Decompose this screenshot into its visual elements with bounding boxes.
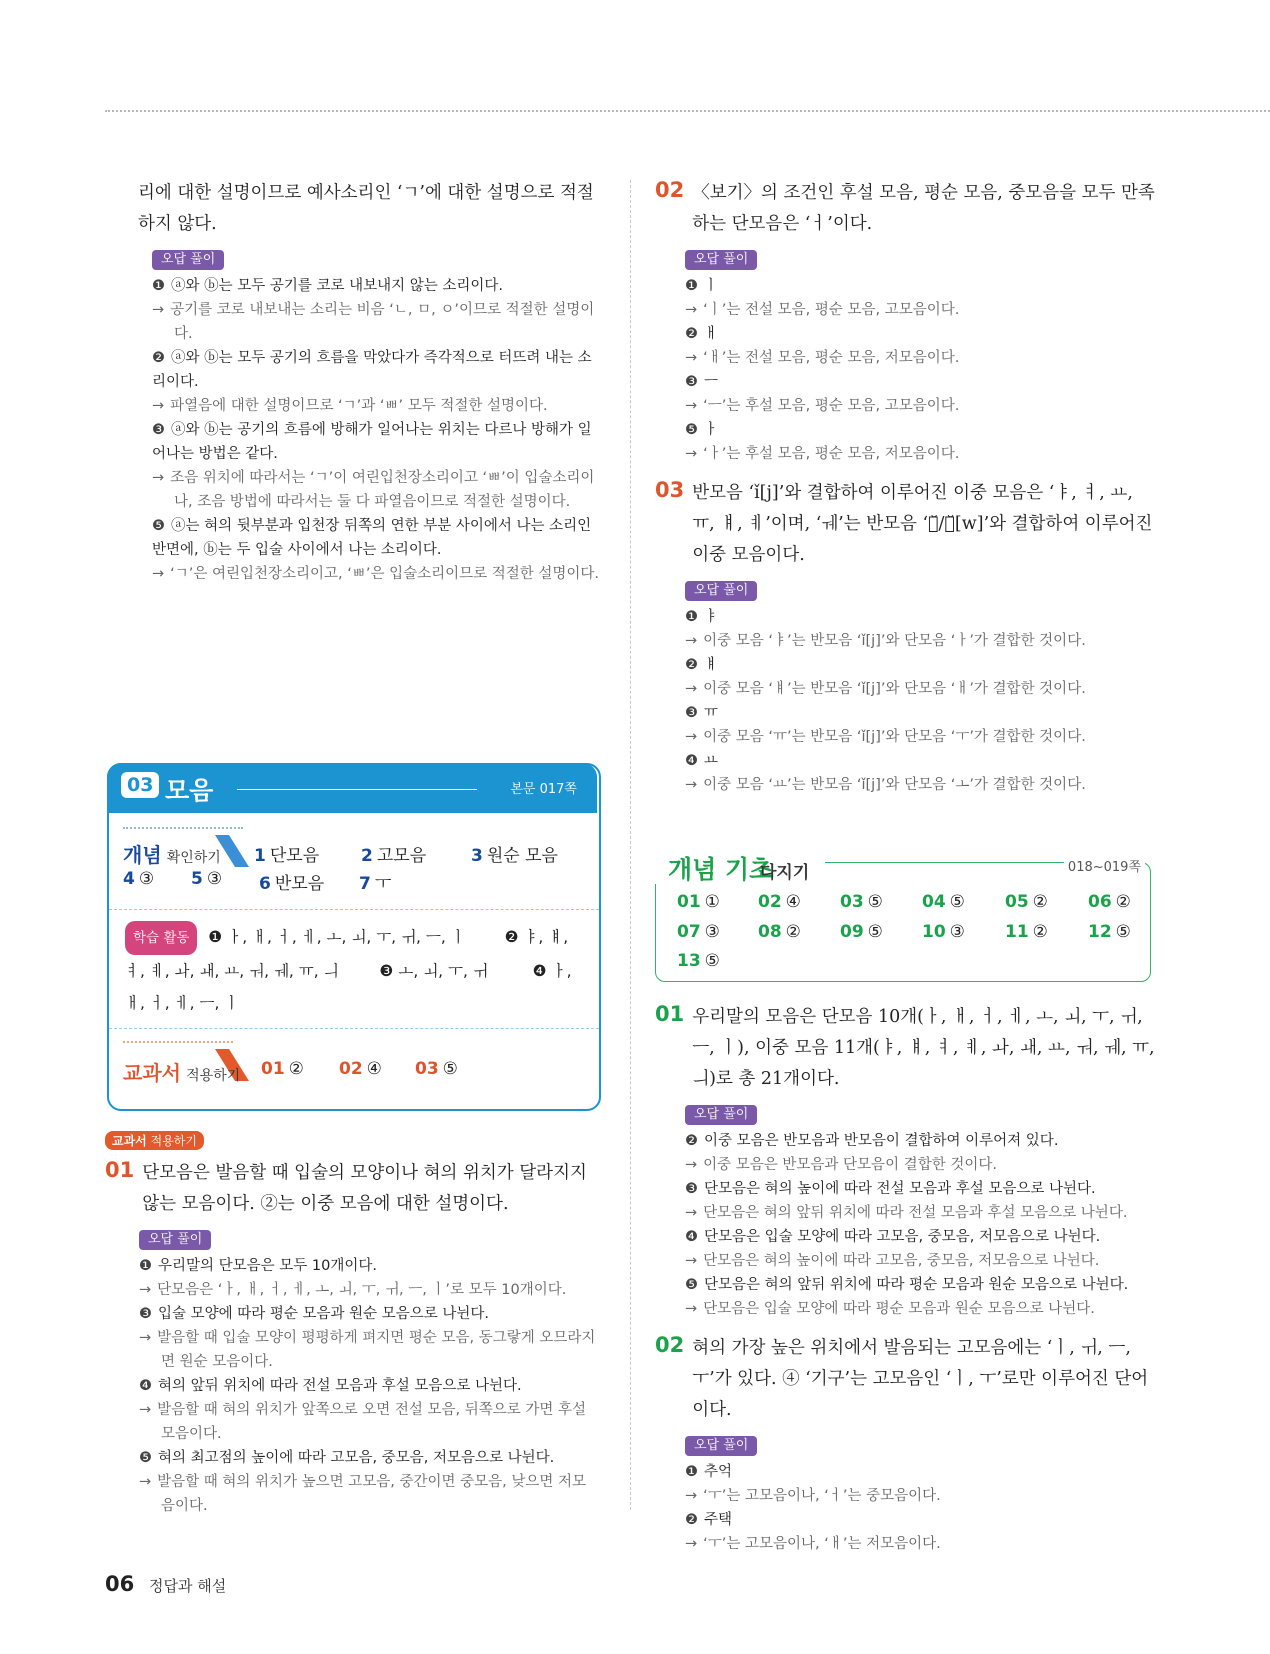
concept-answer: 08 ② [758,922,801,942]
check-answer-5: 5 ③ [191,869,223,889]
wrong-answer-badge-2: 오답 풀이 [685,1436,757,1456]
learning-activity: 학습 활동 ❶ ㅏ, ㅐ, ㅓ, ㅔ, ㅗ, ㅚ, ㅜ, ㅟ, ㅡ, ㅣ ❷ ㅑ, ㅒ, ㅕ, ㅖ, ㅘ, ㅙ, ㅛ, ㅝ, ㅞ, ㅠ, ㅢ ❸ ㅗ, ㅚ, ㅜ, ㅟ ❹ ㅏ, ㅐ, ㅓ, ㅔ, ㅡ, ㅣ [125,921,583,1019]
left-top-section [138,178,600,586]
q02b-number: 02 [655,1333,685,1357]
concept-answer: 06 ② [1088,892,1131,912]
textbook-answer-1: 01 ② [261,1059,304,1079]
q02b-text: 혀의 가장 높은 위치에서 발음되는 고모음에는 ‘ㅣ, ㅟ, ㅡ, ㅜ’가 있다. ④ ‘기구’는 고모음인 ‘ㅣ, ㅜ’로만 이루어진 단어이다. [692,1338,1149,1420]
concept-check-section [109,823,599,923]
box-page-ref: 본문 017쪽 [510,782,577,797]
check-answer-4: 4 ③ [123,869,155,889]
explanation-1: → 공기를 코로 내보내는 소리는 비음 ‘ㄴ, ㅁ, ㅇ’이므로 적절한 설명이다. [152,302,595,342]
concept-answer: 04 ⑤ [922,892,965,912]
page-footer [105,1572,226,1596]
explanation-3: → 조음 위치에 따라서는 ‘ㄱ’이 여린입천장소리이고 ‘ㅃ’이 입술소리이나, 조음 방법에 따라서는 둘 다 파열음이므로 적절한 설명이다. [152,470,595,510]
concept-answer: 11 ② [1005,922,1048,942]
check-answer-7: 7 ㅜ [359,874,392,894]
activity-4: ㅏ, ㅐ, ㅓ, ㅔ, ㅡ, ㅣ [125,962,572,1012]
concept-check-title: 개념 [123,843,162,867]
explanation-2: → 파열음에 대한 설명이므로 ‘ㄱ’과 ‘ㅃ’ 모두 적절한 설명이다. [152,398,548,414]
right-top-section: 02 〈보기〉의 조건인 후설 모음, 평순 모음, 중모음을 모두 만족하는 단모음은 ‘ㅓ’이다. 오답 풀이 ❶ ㅣ → ‘ㅣ’는 전설 모음, 평순 모음, 고모음이다. ❷ ㅐ → ‘ㅐ’는 전설 모음, 평순 모음, 저모음이다. ❸ ㅡ → ‘ㅡ’는 후설 모음, 평순 모음, 고모음이다. ❺ ㅏ → ‘ㅏ’는 후설 모음, 평순 모음, 저모음이다. 03 반모음 ‘ǐ[j]’와 결합하여 이루어진 이중 모음은 ‘ㅑ, ㅕ, ㅛ, ㅠ, ㅒ, ㅖ’이며, ‘ㅞ’는 반모음 ‘ㅗ̆/ㅜ̆[w]’와 결합하여 이루어진 이중 모음이다. 오답 풀이 ❶ ㅑ → 이중 모음 ‘ㅑ’는 반모음 ‘ǐ[j]’와 단모음 ‘ㅏ’가 결합한 것이다. ❷ ㅒ → 이중 모음 ‘ㅒ’는 반모음 ‘ǐ[j]’와 단모음 ‘ㅐ’가 결합한 것이다. ❸ ㅠ → 이중 모음 ‘ㅠ’는 반모음 ‘ǐ[j]’와 단모음 ‘ㅜ’가 결합한 것이다. ❹ ㅛ → 이중 모음 ‘ㅛ’는 반모음 ‘ǐ[j]’와 단모음 ‘ㅗ’가 결합한 것이다. [655,178,1155,793]
item-2: ❷ ⓐ와 ⓑ는 모두 공기의 흐름을 막았다가 즉각적으로 터뜨려 내는 소리이다. [152,350,592,390]
item-5: ❺ ⓐ는 혀의 뒷부분과 입천장 뒤쪽의 연한 부분 사이에서 나는 소리인 반면에, ⓑ는 두 입술 사이에서 나는 소리이다. [152,518,592,558]
textbook-answer-2: 02 ④ [339,1059,382,1079]
question-text: 단모음은 발음할 때 입술의 모양이나 혀의 위치가 달라지지 않는 모음이다. ②는 이중 모음에 대한 설명이다. [142,1163,587,1214]
textbook-sub: 적용하기 [186,1068,241,1084]
column-divider [630,180,631,1510]
q01-text: 우리말의 모음은 단모음 10개(ㅏ, ㅐ, ㅓ, ㅔ, ㅗ, ㅚ, ㅜ, ㅟ, ㅡ, ㅣ), 이중 모음 11개(ㅑ, ㅒ, ㅕ, ㅖ, ㅘ, ㅙ, ㅛ, ㅝ, ㅞ, ㅠ, ㅢ)로 총 21개이다. [692,1007,1155,1089]
check-answer-6: 6 반모음 [259,874,325,894]
top-dotted-rule [105,110,1270,112]
concept-answer: 05 ② [1005,892,1048,912]
activity-2: ㅑ, ㅒ, ㅕ, ㅖ, ㅘ, ㅙ, ㅛ, ㅝ, ㅞ, ㅠ, ㅢ [125,928,569,980]
activity-label: 학습 활동 [125,921,197,955]
wrong-answer-badge: 오답 풀이 [685,250,757,270]
item-3: ❸ ⓐ와 ⓑ는 공기의 흐름에 방해가 일어나는 위치는 다르나 방해가 일어나는 방법은 같다. [152,422,592,462]
textbook-tag: 교과서 적용하기 [105,1131,204,1150]
concept-basics-title: 개념 기초 [668,855,774,884]
q03-text: 반모음 ‘ǐ[j]’와 결합하여 이루어진 이중 모음은 ‘ㅑ, ㅕ, ㅛ, ㅠ, ㅒ, ㅖ’이며, ‘ㅞ’는 반모음 ‘ㅗ̆/ㅜ̆[w]’와 결합하여 이루어진 이중 모음이다. [692,483,1153,565]
activity-3: ㅗ, ㅚ, ㅜ, ㅟ [398,962,488,980]
wrong-answer-badge: 오답 풀이 [685,1105,757,1125]
textbook-title: 교과서 [123,1061,181,1085]
item-1: ❶ ⓐ와 ⓑ는 모두 공기를 코로 내보내지 않는 소리이다. [152,278,504,294]
question-number: 01 [105,1158,135,1182]
wrong-answer-badge-2: 오답 풀이 [685,581,757,601]
explanation-5: → ‘ㄱ’은 여린입천장소리이고, ‘ㅃ’은 입술소리이므로 적절한 설명이다. [152,566,600,582]
wrong-answer-badge: 오답 풀이 [139,1230,211,1250]
concept-answer: 07 ③ [677,922,720,942]
footer-label: 정답과 해설 [149,1577,227,1595]
concept-answer: 01 ① [677,892,720,912]
concept-answer: 02 ④ [758,892,801,912]
concept-answer: 13 ⑤ [677,951,720,971]
continued-paragraph: 리에 대한 설명이므로 예사소리인 ‘ㄱ’에 대한 설명으로 적절하지 않다. [138,183,594,234]
textbook-answer-3: 03 ⑤ [415,1059,458,1079]
activity-1: ㅏ, ㅐ, ㅓ, ㅔ, ㅗ, ㅚ, ㅜ, ㅟ, ㅡ, ㅣ [227,928,466,946]
box-header [107,763,597,813]
check-answer-1: 1 단모음 [254,846,320,866]
box-title: 모음 [165,776,214,805]
textbook-section [109,1033,599,1103]
concept-check-sub: 확인하기 [166,850,221,866]
check-answer-2: 2 고모음 [361,846,427,866]
right-bottom-section: 01 우리말의 모음은 단모음 10개(ㅏ, ㅐ, ㅓ, ㅔ, ㅗ, ㅚ, ㅜ, ㅟ, ㅡ, ㅣ), 이중 모음 11개(ㅑ, ㅒ, ㅕ, ㅖ, ㅘ, ㅙ, ㅛ, ㅝ, ㅞ, ㅠ, ㅢ)로 총 21개이다. 오답 풀이 ❷ 이중 모음은 반모음과 반모음이 결합하여 이루어져 있다. → 이중 모음은 반모음과 단모음이 결합한 것이다. ❸ 단모음은 혀의 높이에 따라 전설 모음과 후설 모음으로 나뉜다. → 단모음은 혀의 앞뒤 위치에 따라 전설 모음과 후설 모음으로 나뉜다. ❹ 단모음은 입술 모양에 따라 고모음, 중모음, 저모음으로 나뉜다. → 단모음은 혀의 높이에 따라 고모음, 중모음, 저모음으로 나뉜다. ❺ 단모음은 혀의 앞뒤 위치에 따라 평순 모음과 원순 모음으로 나뉜다. → 단모음은 입술 모양에 따라 평순 모음과 원순 모음으로 나뉜다. 02 혀의 가장 높은 위치에서 발음되는 고모음에는 ‘ㅣ, ㅟ, ㅡ, ㅜ’가 있다. ④ ‘기구’는 고모음인 ‘ㅣ, ㅜ’로만 이루어진 단어이다. 오답 풀이 ❶ 추억 → ‘ㅜ’는 고모음이나, ‘ㅓ’는 중모음이다. ❷ 주택 → ‘ㅜ’는 고모음이나, ‘ㅐ’는 저모음이다. [655,1002,1155,1552]
check-answer-3: 3 원순 모음 [471,846,558,866]
vowel-answer-box [107,763,601,1111]
page-number: 06 [105,1572,135,1596]
q01-number: 01 [655,1002,685,1026]
concept-answer: 12 ⑤ [1088,922,1131,942]
concept-basics-ref: 018~019쪽 [1064,856,1145,875]
wrong-answer-badge: 오답 풀이 [152,250,224,270]
box-number: 03 [121,772,159,798]
q03-number: 03 [655,478,685,502]
concept-answer: 03 ⑤ [840,892,883,912]
concept-answer: 10 ③ [922,922,965,942]
concept-answer: 09 ⑤ [840,922,883,942]
left-bottom-section: 교과서 적용하기 01 단모음은 발음할 때 입술의 모양이나 혀의 위치가 달라지지 않는 모음이다. ②는 이중 모음에 대한 설명이다. 오답 풀이 ❶ 우리말의 단모음은 모두 10개이다. → 단모음은 ‘ㅏ, ㅐ, ㅓ, ㅔ, ㅗ, ㅚ, ㅜ, ㅟ, ㅡ, ㅣ’로 모두 10개이다. ❸ 입술 모양에 따라 평순 모음과 원순 모음으로 나뉜다. → 발음할 때 입술 모양이 평평하게 펴지면 평순 모음, 동그랗게 오므라지면 원순 모음이다. ❹ 혀의 앞뒤 위치에 따라 전설 모음과 후설 모음으로 나뉜다. → 발음할 때 혀의 위치가 앞쪽으로 오면 전설 모음, 뒤쪽으로 가면 후설 모음이다. ❺ 혀의 최고점의 높이에 따라 고모음, 중모음, 저모음으로 나뉜다. → 발음할 때 혀의 위치가 높으면 고모음, 중간이면 중모음, 낮으면 저모음이다. [105,1130,600,1518]
q02-number: 02 [655,178,685,202]
q02-text: 〈보기〉의 조건인 후설 모음, 평순 모음, 중모음을 모두 만족하는 단모음은 ‘ㅓ’이다. [692,183,1155,234]
concept-basics-sub: 다지기 [760,863,810,883]
